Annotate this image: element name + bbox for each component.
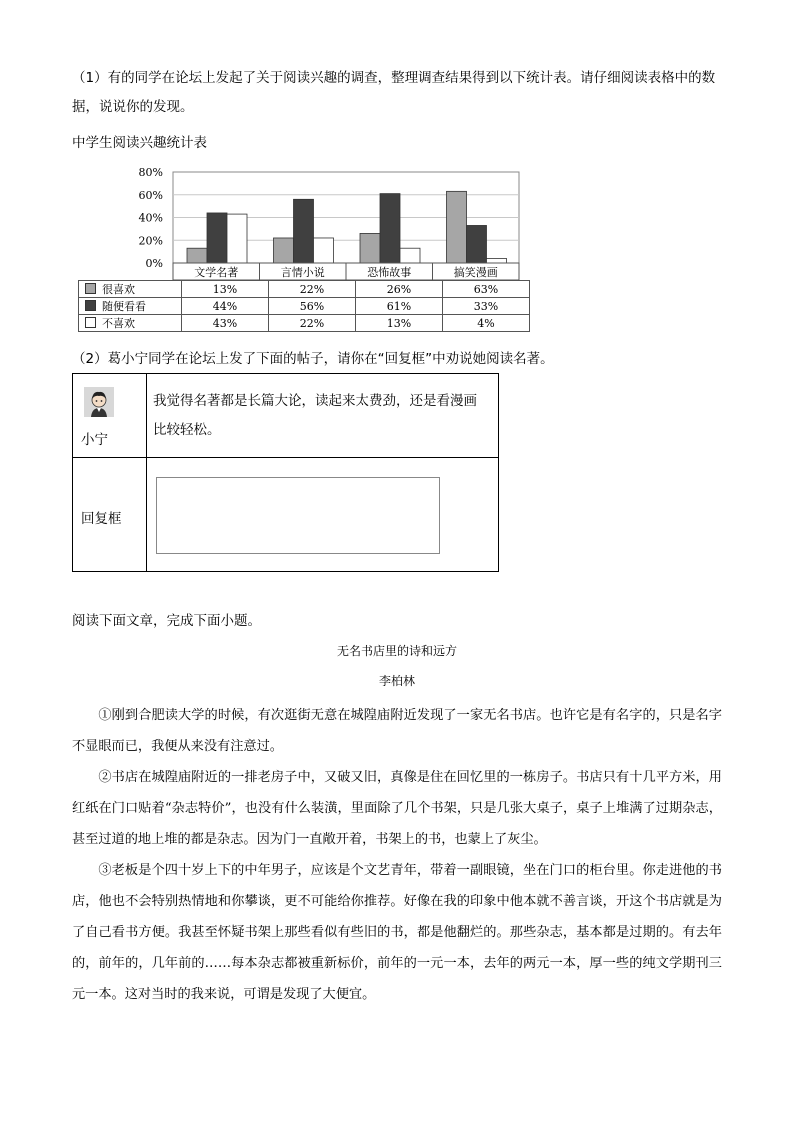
bar-不喜欢-恐怖故事 [400, 248, 420, 263]
data-label: 13% [182, 281, 269, 298]
legend-label: 随便看看 [102, 300, 146, 313]
bar-随便看看-恐怖故事 [380, 194, 400, 263]
post-content: 我觉得名著都是长篇大论，读起来太费劲，还是看漫画比较轻松。 [153, 393, 477, 438]
question-2-text: （2）葛小宁同学在论坛上发了下面的帖子，请你在“回复框”中劝说她阅读名著。 [72, 351, 554, 367]
article-body [72, 700, 722, 1010]
data-label: 22% [269, 315, 356, 332]
avatar-icon [84, 387, 114, 417]
legend-swatch [85, 317, 96, 328]
y-tick-label: 40% [138, 211, 163, 225]
bar-很喜欢-言情小说 [274, 238, 294, 263]
article-paragraph: ③老板是个四十岁上下的中年男子，应该是个文艺青年，带着一副眼镜，坐在门口的柜台里。你走进他的书店，他也不会特别热情地和你攀谈，更不可能给你推荐。好像在我的印象中他本就不善言谈，开这个书店就是为了自己看书方便。我甚至怀疑书架上那些看似有些旧的书，都是他翻烂的。那些杂志，基本都是过期的。有去年的，前年的，几年前的……每本杂志都被重新标价，前年的一元一本，去年的两元一本，厚一些的纯文学期刊三元一本。这对当时的我来说，可谓是发现了大便宜。 [72, 863, 722, 1002]
bar-不喜欢-文学名著 [227, 214, 247, 263]
article-paragraph: ②书店在城隍庙附近的一排老房子中，又破又旧，真像是住在回忆里的一栋房子。书店只有十几平方米，用红纸在门口贴着“杂志特价”，也没有什么装潢，里面除了几个书架，只是几张大桌子，桌子上堆满了过期杂志，甚至过道的地上堆的都是杂志。因为门一直敞开着，书架上的书，也蒙上了灰尘。 [72, 770, 722, 847]
data-label: 13% [356, 315, 443, 332]
legend-entry [79, 298, 182, 315]
x-category-label: 文学名著 [194, 266, 239, 279]
bar-chart [78, 162, 520, 282]
table-divider-vertical [146, 374, 147, 571]
legend-entry [79, 281, 182, 298]
y-tick-label: 0% [145, 257, 163, 270]
post-user-name: 小宁 [81, 432, 108, 448]
bar-随便看看-搞笑漫画 [467, 225, 487, 263]
legend-swatch [85, 283, 96, 294]
bar-不喜欢-言情小说 [314, 238, 334, 263]
data-label: 26% [356, 281, 443, 298]
chart-data-table [78, 280, 530, 332]
article-title: 无名书店里的诗和远方 [336, 644, 457, 658]
article-author: 李柏林 [378, 674, 415, 688]
data-label: 56% [269, 298, 356, 315]
table-divider-horizontal [73, 457, 498, 458]
forum-post-table [72, 373, 499, 572]
data-label: 4% [443, 315, 530, 332]
data-label: 33% [443, 298, 530, 315]
bar-很喜欢-恐怖故事 [360, 233, 380, 263]
bar-很喜欢-搞笑漫画 [447, 191, 467, 263]
legend-label: 很喜欢 [102, 283, 135, 296]
y-tick-label: 80% [138, 166, 163, 179]
chart-y-tick-labels [139, 166, 163, 270]
bar-随便看看-言情小说 [294, 199, 314, 263]
y-tick-label: 20% [138, 234, 163, 248]
reply-label: 回复框 [81, 511, 122, 527]
data-label: 63% [443, 281, 530, 298]
x-category-label: 言情小说 [280, 266, 325, 279]
reading-instruction: 阅读下面文章，完成下面小题。 [72, 613, 261, 629]
data-label: 22% [269, 281, 356, 298]
chart-title: 中学生阅读兴趣统计表 [72, 135, 207, 151]
y-tick-label: 60% [138, 188, 163, 202]
question-1-text: （1）有的同学在论坛上发起了关于阅读兴趣的调查，整理调查结果得到以下统计表。请仔细阅读表格中的数据，说说你的发现。 [72, 70, 716, 115]
x-category-label: 搞笑漫画 [453, 266, 498, 279]
bar-不喜欢-搞笑漫画 [487, 258, 507, 263]
legend-entry [79, 315, 182, 332]
bar-很喜欢-文学名著 [187, 248, 207, 263]
article-paragraph: ①刚到合肥读大学的时候，有次逛街无意在城隍庙附近发现了一家无名书店。也许它是有名字的，只是名字不显眼而已，我便从来没有注意过。 [72, 708, 722, 754]
data-label: 44% [182, 298, 269, 315]
data-table-row [79, 315, 530, 332]
data-table-row [79, 281, 530, 298]
data-label: 43% [182, 315, 269, 332]
bar-随便看看-文学名著 [207, 213, 227, 263]
reply-input-box[interactable] [156, 477, 440, 554]
data-label: 61% [356, 298, 443, 315]
chart-category-labels [173, 263, 519, 280]
data-table-row [79, 298, 530, 315]
x-category-label: 恐怖故事 [367, 266, 412, 279]
legend-label: 不喜欢 [102, 317, 135, 330]
legend-swatch [85, 300, 96, 311]
